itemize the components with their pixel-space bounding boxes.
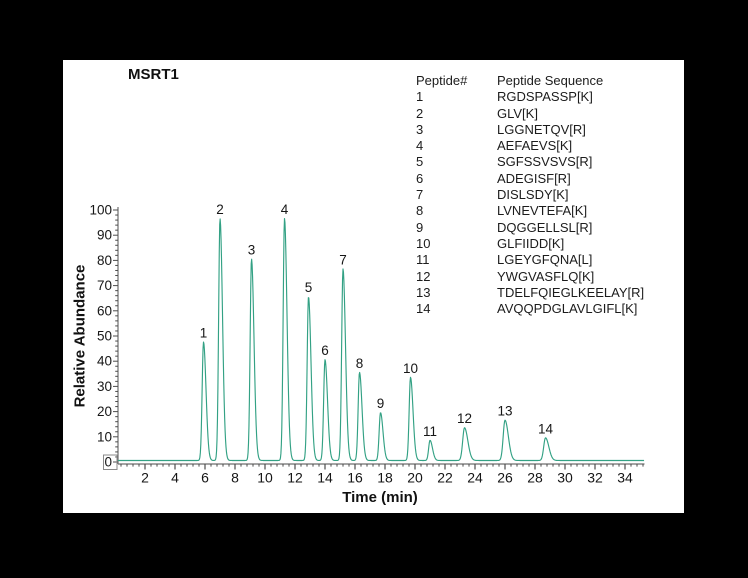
y-tick-label: 50	[96, 328, 112, 344]
legend-row	[416, 138, 644, 154]
legend-row	[416, 154, 644, 170]
legend-row	[416, 89, 644, 105]
legend-row	[416, 285, 644, 301]
y-tick-label: 90	[96, 227, 112, 243]
peak-label: 13	[497, 403, 513, 419]
legend-peptide-sequence: DISLSDY[K]	[497, 187, 569, 203]
peak-label: 7	[339, 252, 347, 268]
peptide-legend	[416, 73, 644, 317]
legend-row	[416, 236, 644, 252]
y-tick-label: 30	[96, 378, 112, 394]
x-tick-label: 20	[407, 469, 423, 486]
legend-peptide-number: 14	[416, 301, 431, 317]
legend-peptide-sequence: GLFIIDD[K]	[497, 235, 565, 251]
y-tick-label: 10	[96, 429, 112, 445]
legend-peptide-number: 4	[416, 138, 424, 154]
peak-label: 2	[216, 202, 224, 218]
peak-label: 12	[456, 411, 473, 427]
x-tick-label: 8	[231, 469, 239, 486]
legend-header-sequence: Peptide Sequence	[497, 73, 604, 88]
legend-peptide-number: 6	[416, 170, 424, 186]
y-axis-title: Relative Abundance	[71, 264, 89, 408]
legend-peptide-number: 11	[416, 252, 430, 268]
legend-peptide-sequence: DQGGELLSL[R]	[497, 219, 593, 235]
x-tick-label: 2	[141, 469, 149, 486]
legend-peptide-number: 7	[416, 187, 424, 203]
legend-row	[416, 269, 644, 285]
legend-peptide-number: 9	[416, 219, 424, 235]
peak-label: 4	[280, 202, 289, 218]
peak-label: 5	[304, 280, 313, 296]
legend-row	[416, 171, 644, 187]
legend-peptide-number: 5	[416, 154, 424, 170]
x-tick-label: 16	[347, 469, 363, 486]
x-tick-label: 6	[201, 469, 209, 486]
legend-row	[416, 301, 644, 317]
legend-peptide-sequence: LVNEVTEFA[K]	[497, 203, 588, 219]
legend-row	[416, 220, 644, 236]
legend-peptide-number: 12	[416, 268, 431, 284]
y-tick-label: 40	[96, 353, 112, 369]
legend-peptide-sequence: LGGNETQV[R]	[497, 121, 586, 137]
legend-header-row	[416, 73, 644, 89]
y-tick-label: 60	[96, 303, 112, 319]
legend-peptide-sequence: AVQQPDGLAVLGIFL[K]	[497, 301, 638, 317]
peak-label: 3	[247, 242, 256, 258]
legend-peptide-sequence: SGFSSVSVS[R]	[497, 154, 593, 170]
legend-peptide-number: 2	[416, 105, 424, 121]
legend-peptide-sequence: RGDSPASSP[K]	[497, 89, 593, 105]
legend-row	[416, 106, 644, 122]
x-tick-label: 12	[287, 469, 303, 486]
x-tick-label: 24	[467, 469, 483, 486]
chart-title: MSRT1	[128, 66, 179, 83]
x-tick-label: 4	[171, 469, 179, 486]
x-axis-title: Time (min)	[342, 489, 418, 506]
y-tick-label: 70	[96, 278, 112, 294]
legend-peptide-sequence: YWGVASFLQ[K]	[497, 268, 595, 284]
legend-peptide-number: 3	[416, 121, 424, 137]
y-tick-label: 20	[96, 404, 112, 420]
legend-peptide-number: 10	[416, 235, 431, 251]
legend-peptide-sequence: GLV[K]	[497, 105, 538, 121]
legend-header-number: Peptide#	[416, 73, 468, 88]
peak-label: 8	[355, 355, 364, 371]
legend-peptide-number: 1	[416, 89, 424, 105]
x-tick-label: 30	[557, 469, 573, 486]
legend-peptide-number: 8	[416, 203, 424, 219]
x-tick-label: 10	[257, 469, 273, 486]
legend-row	[416, 203, 644, 219]
legend-peptide-number: 13	[416, 284, 431, 300]
x-tick-label: 22	[437, 469, 453, 486]
peak-label: 10	[402, 360, 419, 376]
legend-peptide-sequence: TDELFQIEGLKEELAY[R]	[497, 284, 645, 300]
x-tick-label: 14	[317, 469, 333, 486]
peak-label: 11	[422, 423, 438, 439]
legend-peptide-sequence: AEFAEVS[K]	[497, 138, 573, 154]
x-tick-label: 26	[497, 469, 513, 486]
legend-rows	[416, 89, 644, 317]
legend-row	[416, 187, 644, 203]
peak-label: 9	[376, 396, 385, 412]
x-tick-label: 34	[617, 469, 633, 486]
peak-label: 6	[321, 343, 329, 359]
legend-peptide-sequence: LGEYGFQNA[L]	[497, 252, 593, 268]
peak-label: 1	[199, 325, 208, 341]
y-tick-label: 100	[89, 202, 112, 218]
chart-panel	[63, 60, 684, 513]
x-tick-label: 32	[587, 469, 603, 486]
y-tick-label: 80	[96, 252, 112, 268]
legend-row	[416, 122, 644, 138]
legend-row	[416, 252, 644, 268]
x-tick-label: 28	[527, 469, 543, 486]
x-tick-label: 18	[377, 469, 393, 486]
y-tick-label: 0	[104, 454, 112, 470]
legend-peptide-sequence: ADEGISF[R]	[497, 170, 571, 186]
peak-label: 14	[537, 421, 554, 437]
